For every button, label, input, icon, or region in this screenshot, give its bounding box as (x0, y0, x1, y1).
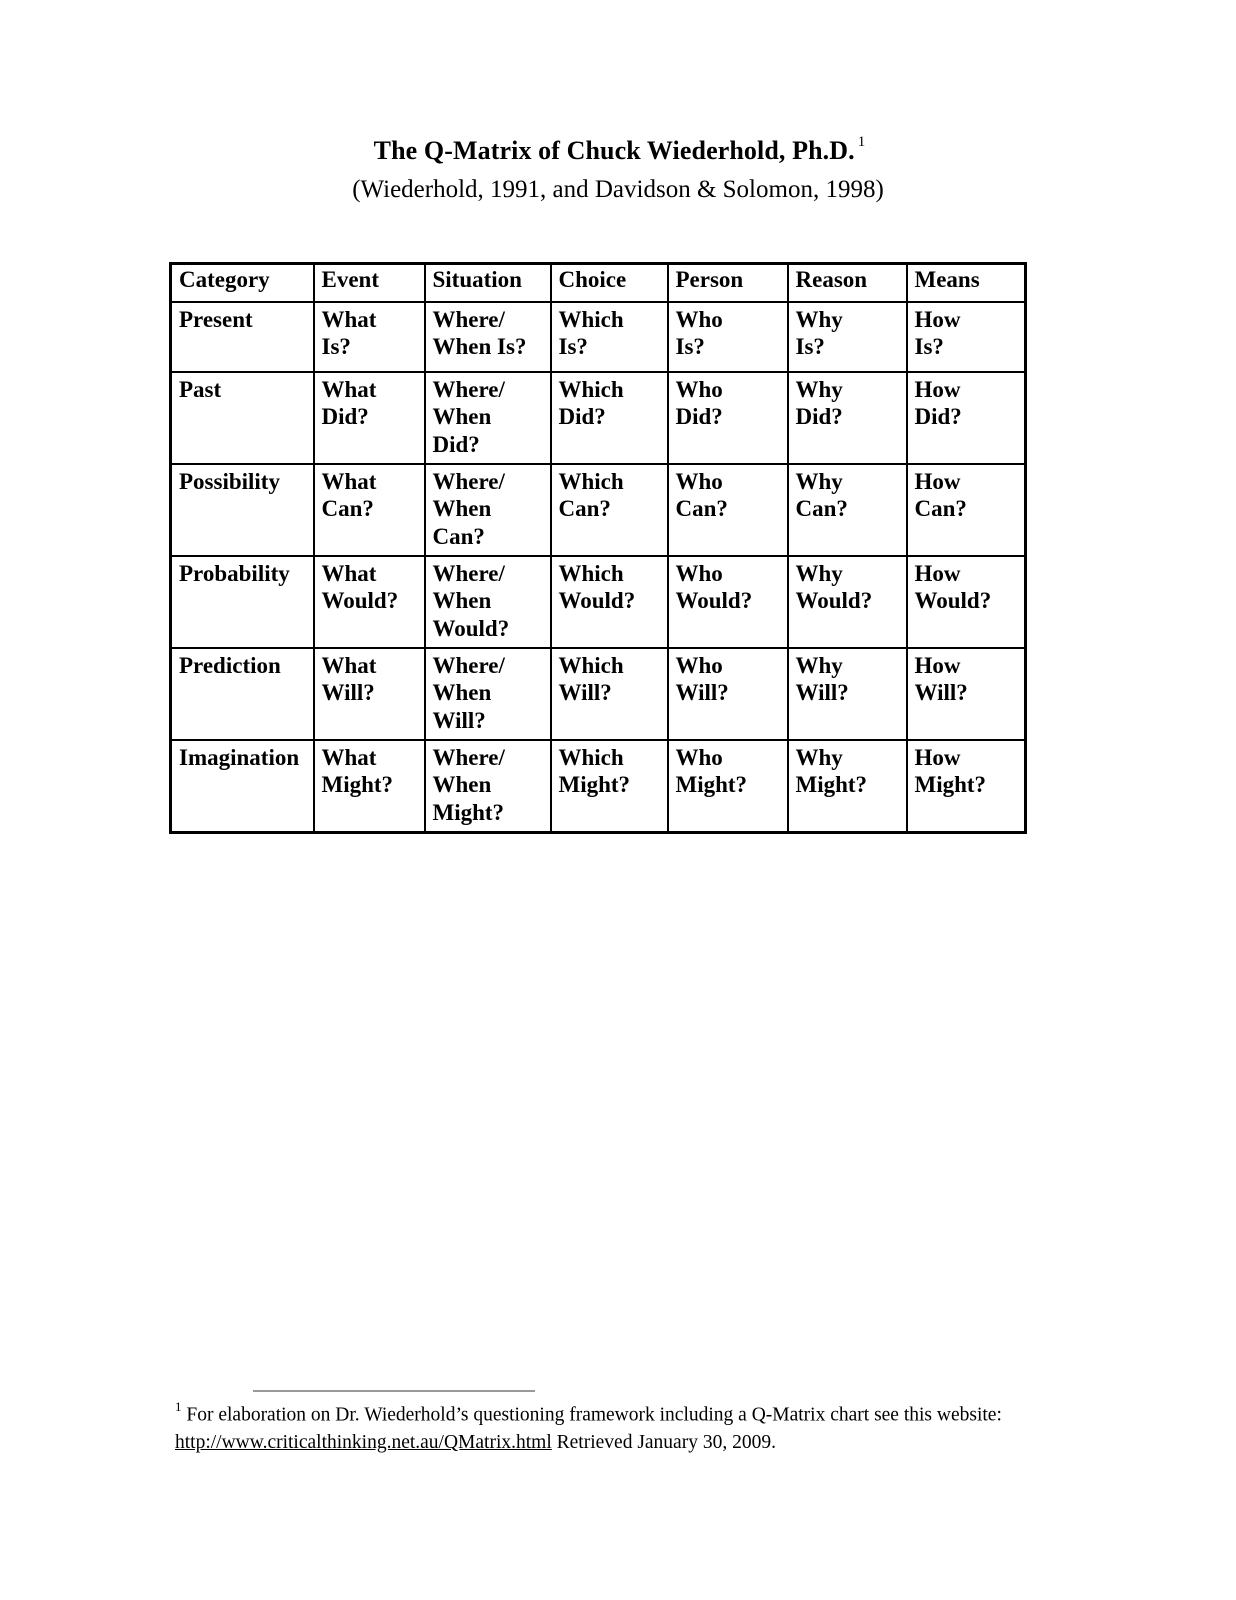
cell-line: Did? (914, 404, 962, 430)
cell-line: How (914, 745, 961, 770)
cell-line: Why (795, 745, 843, 770)
cell-line: Which (558, 307, 624, 332)
table-row (171, 740, 1026, 833)
cell-line: Where/ (432, 745, 505, 770)
cell-line: Where/ (432, 377, 505, 402)
cell-line: Is? (321, 334, 351, 360)
table-cell (425, 648, 551, 740)
cell-line: What (321, 561, 377, 586)
row-category-label: Probability (171, 556, 314, 648)
cell-line: Can? (432, 523, 485, 549)
footnote-line-1 (175, 1400, 1075, 1429)
cell-line: Did? (432, 431, 480, 457)
cell-line: Can? (558, 496, 611, 522)
cell-line: Why (795, 469, 843, 494)
cell-line: Which (558, 561, 624, 586)
cell-line: Which (558, 653, 624, 678)
cell-line: Would? (558, 588, 636, 614)
cell-line: What (321, 745, 377, 770)
cell-line: Would? (795, 588, 873, 614)
cell-line: Where/ (432, 561, 505, 586)
cell-line: Who (675, 469, 723, 494)
column-header-choice: Choice (551, 264, 668, 303)
column-header-reason: Reason (788, 264, 907, 303)
footnote-line-2 (175, 1429, 1075, 1457)
cell-line: Did? (558, 404, 606, 430)
table-cell (668, 556, 788, 648)
cell-line: Can? (795, 496, 848, 522)
table-cell (551, 556, 668, 648)
table-cell (551, 302, 668, 372)
table-cell (314, 556, 425, 648)
cell-line: Who (675, 307, 723, 332)
table-cell (314, 302, 425, 372)
cell-line: What (321, 653, 377, 678)
column-header-event: Event (314, 264, 425, 303)
cell-line: Can? (321, 496, 374, 522)
qmatrix-table-wrapper (169, 262, 1024, 834)
cell-line: What (321, 469, 377, 494)
table-row (171, 556, 1026, 648)
page-title-text: The Q-Matrix of Chuck Wiederhold, Ph.D (373, 136, 849, 165)
cell-line: Can? (675, 496, 728, 522)
table-header-row (171, 264, 1026, 303)
cell-line: Which (558, 469, 624, 494)
table-row (171, 464, 1026, 556)
cell-line: Might? (914, 772, 987, 798)
page-title (0, 136, 1236, 167)
table-row (171, 302, 1026, 372)
cell-line: How (914, 653, 961, 678)
footnote (175, 1400, 1075, 1457)
cell-line: Why (795, 377, 843, 402)
table-cell (907, 464, 1026, 556)
cell-line: Who (675, 561, 723, 586)
cell-line: Is? (558, 334, 588, 360)
cell-line: Will? (914, 680, 968, 706)
footnote-marker: 1 (175, 1399, 182, 1414)
cell-line: Will? (558, 680, 612, 706)
row-category-label: Possibility (171, 464, 314, 556)
table-cell (551, 372, 668, 464)
table-cell (907, 556, 1026, 648)
cell-line: Would? (432, 615, 510, 641)
title-block (0, 136, 1236, 205)
column-header-category: Category (171, 264, 314, 303)
table-row (171, 372, 1026, 464)
table-cell (551, 464, 668, 556)
footnote-retrieved-text: Retrieved January 30, 2009. (551, 1432, 776, 1454)
table-cell (425, 556, 551, 648)
cell-line: Will? (675, 680, 729, 706)
table-cell (551, 740, 668, 833)
cell-line: Might? (675, 772, 748, 798)
cell-line: Will? (321, 680, 375, 706)
cell-line: Will? (795, 680, 849, 706)
table-cell (314, 372, 425, 464)
cell-line: Is? (914, 334, 944, 360)
table-cell (425, 302, 551, 372)
cell-line: Might? (558, 772, 631, 798)
cell-line: When (432, 680, 492, 706)
cell-line: When (432, 496, 492, 522)
row-category-label: Prediction (171, 648, 314, 740)
table-cell (425, 464, 551, 556)
table-cell (907, 648, 1026, 740)
column-header-means: Means (907, 264, 1026, 303)
table-cell (314, 740, 425, 833)
cell-line: Did? (795, 404, 843, 430)
table-row (171, 648, 1026, 740)
title-footnote-ref: 1 (857, 134, 866, 151)
cell-line: Why (795, 561, 843, 586)
cell-line: Might? (795, 772, 868, 798)
cell-line: How (914, 307, 961, 332)
table-cell (668, 740, 788, 833)
page-title-period: . (848, 136, 855, 165)
cell-line: How (914, 377, 961, 402)
cell-line: Will? (432, 707, 486, 733)
cell-line: Did? (675, 404, 723, 430)
cell-line: What (321, 377, 377, 402)
cell-line: Which (558, 377, 624, 402)
cell-line: Where/ (432, 653, 505, 678)
cell-line: Who (675, 653, 723, 678)
table-cell (551, 648, 668, 740)
table-cell (668, 648, 788, 740)
table-cell (788, 648, 907, 740)
table-cell (907, 372, 1026, 464)
table-cell (314, 648, 425, 740)
column-header-person: Person (668, 264, 788, 303)
table-cell (425, 372, 551, 464)
cell-line: Who (675, 377, 723, 402)
qmatrix-table (169, 262, 1027, 834)
cell-line: Might? (432, 799, 505, 825)
cell-line: Why (795, 653, 843, 678)
cell-line: When (432, 588, 492, 614)
cell-line: Would? (675, 588, 753, 614)
table-cell (788, 556, 907, 648)
column-header-situation: Situation (425, 264, 551, 303)
cell-line: When (432, 772, 492, 798)
cell-line: How (914, 469, 961, 494)
qmatrix-table-head (171, 264, 1026, 303)
footnote-separator-rule (253, 1390, 535, 1392)
cell-line: Would? (914, 588, 992, 614)
table-cell (788, 372, 907, 464)
cell-line: Can? (914, 496, 967, 522)
table-cell (668, 464, 788, 556)
cell-line: Did? (321, 404, 369, 430)
table-cell (788, 740, 907, 833)
cell-line: Might? (321, 772, 394, 798)
table-cell (668, 302, 788, 372)
row-category-label: Imagination (171, 740, 314, 833)
cell-line: Where/ (432, 307, 505, 332)
cell-line: What (321, 307, 377, 332)
page-subtitle: (Wiederhold, 1991, and Davidson & Solomon, 1998) (352, 175, 884, 203)
table-cell (788, 302, 907, 372)
table-cell (668, 372, 788, 464)
qmatrix-table-body (171, 302, 1026, 833)
table-cell (788, 464, 907, 556)
row-category-label: Present (171, 302, 314, 372)
footnote-text: For elaboration on Dr. Wiederhold’s questioning framework including a Q-Matrix chart see this website: (186, 1404, 1002, 1426)
table-cell (907, 302, 1026, 372)
cell-line: Is? (675, 334, 705, 360)
table-cell (907, 740, 1026, 833)
cell-line: Who (675, 745, 723, 770)
cell-line: When Is? (432, 334, 527, 360)
table-cell (425, 740, 551, 833)
cell-line: Why (795, 307, 843, 332)
cell-line: Which (558, 745, 624, 770)
cell-line: How (914, 561, 961, 586)
footnote-url-link[interactable]: http://www.criticalthinking.net.au/QMatrix.html (175, 1432, 552, 1454)
cell-line: Would? (321, 588, 399, 614)
table-cell (314, 464, 425, 556)
cell-line: When (432, 404, 492, 430)
cell-line: Where/ (432, 469, 505, 494)
cell-line: Is? (795, 334, 825, 360)
row-category-label: Past (171, 372, 314, 464)
